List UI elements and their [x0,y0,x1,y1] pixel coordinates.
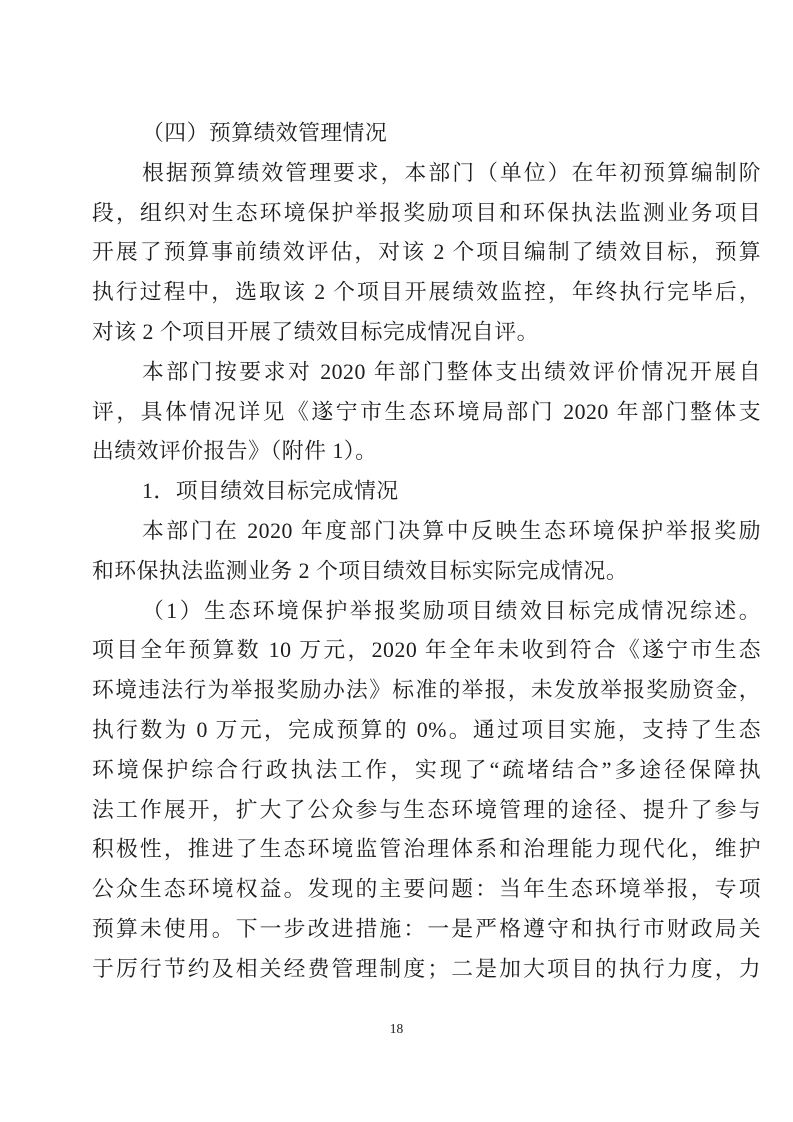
page-number: 18 [389,1021,404,1036]
text-line: 开展了预算事前绩效评估，对该 2 个项目编制了绩效目标，预算 [92,240,761,265]
text-line: 执行过程中，选取该 2 个项目开展绩效监控，年终执行完毕后， [92,280,761,305]
text-line: 本部门在 2020 年度部门决算中反映生态环境保护举报奖励 [142,518,761,543]
text-line: （四）预算绩效管理情况 [142,121,388,145]
text-line: 段，组织对生态环境保护举报奖励项目和环保执法监测业务项目 [92,200,761,225]
text-line: （1）生态环境保护举报奖励项目绩效目标完成情况综述。 [142,598,761,623]
text-line: 执行数为 0 万元，完成预算的 0%。通过项目实施，支持了生态 [92,717,761,742]
text-line: 环境保护综合行政执法工作，实现了“疏堵结合”多途径保障执 [92,757,761,782]
text-line: 和环保执法监测业务 2 个项目绩效目标实际完成情况。 [92,558,629,583]
document-body [92,114,761,990]
text-line: 对该 2 个项目开展了绩效目标完成情况自评。 [92,319,539,344]
text-line: 环境违法行为举报奖励办法》标准的举报，未发放举报奖励资金， [92,678,761,703]
text-line: 根据预算绩效管理要求，本部门（单位）在年初预算编制阶 [142,160,761,185]
text-line: 本部门按要求对 2020 年部门整体支出绩效评价情况开展自 [142,359,761,384]
text-line: 预算未使用。下一步改进措施：一是严格遵守和执行市财政局关 [92,916,761,941]
text-line: 积极性，推进了生态环境监管治理体系和治理能力现代化，维护 [92,837,761,862]
text-line: 评，具体情况详见《遂宁市生态环境局部门 2020 年部门整体支 [92,399,761,424]
text-line: 法工作展开，扩大了公众参与生态环境管理的途径、提升了参与 [92,797,761,822]
text-line: 1．项目绩效目标完成情况 [142,479,399,504]
text-line: 项目全年预算数 10 万元，2020 年全年未收到符合《遂宁市生态 [92,638,761,663]
text-line: 于厉行节约及相关经费管理制度；二是加大项目的执行力度，力 [92,956,761,981]
text-line: 出绩效评价报告》（附件 1）。 [92,439,378,464]
text-line: 公众生态环境权益。发现的主要问题：当年生态环境举报，专项 [92,877,761,902]
